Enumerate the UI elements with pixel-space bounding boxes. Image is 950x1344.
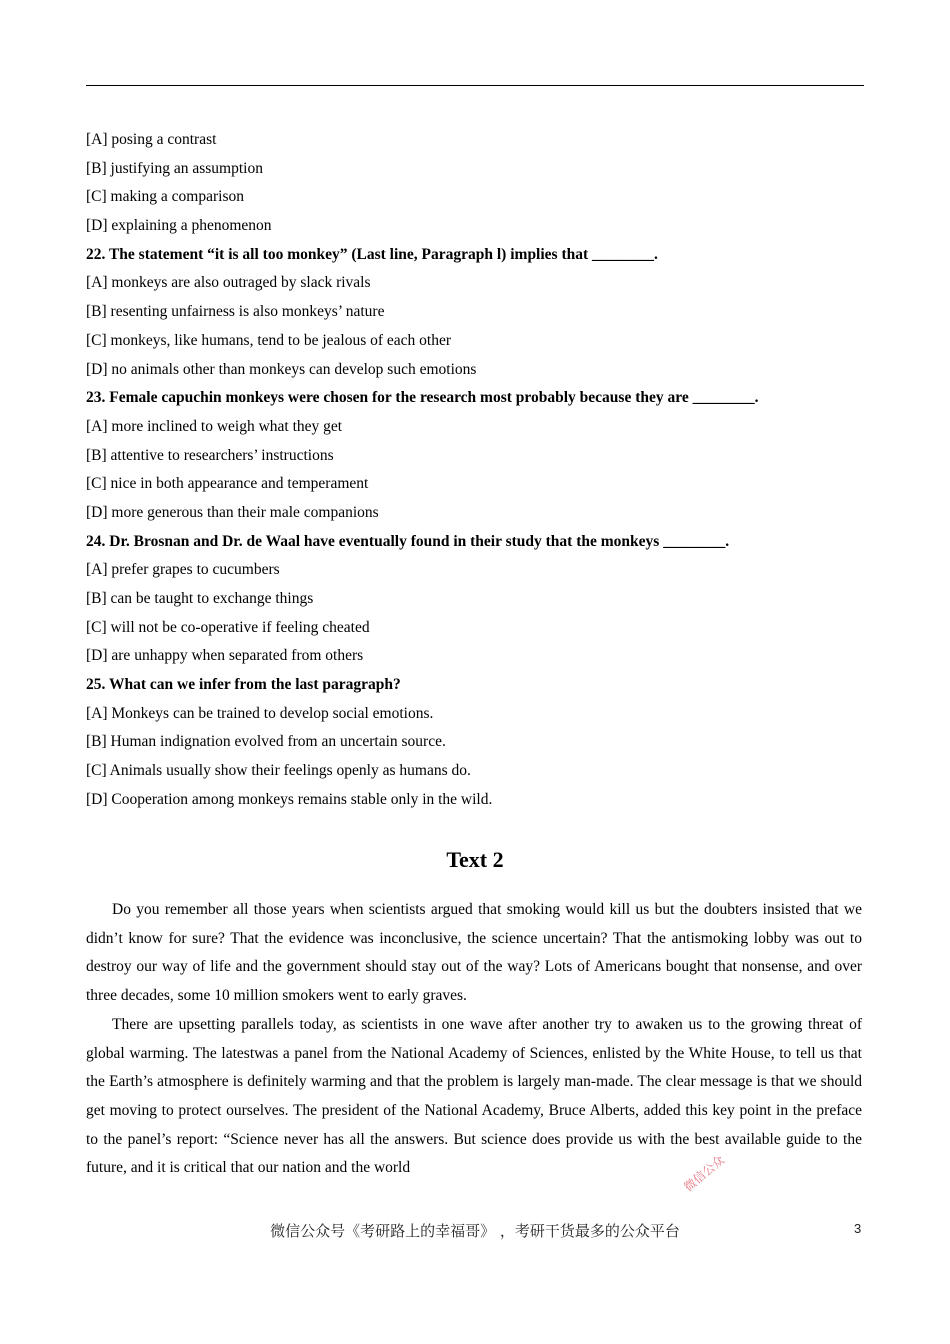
answer-option: [A] Monkeys can be trained to develop social emotions. <box>86 704 434 722</box>
answer-option: [C] nice in both appearance and temperament <box>86 475 369 493</box>
answer-option: [A] monkeys are also outraged by slack rivals <box>86 274 371 292</box>
answer-option: [A] prefer grapes to cucumbers <box>86 561 280 579</box>
answer-option: [B] attentive to researchers’ instructions <box>86 446 334 464</box>
answer-option: [D] are unhappy when separated from others <box>86 647 364 665</box>
answer-option: [D] more generous than their male companions <box>86 503 379 521</box>
answer-option: [C] will not be co-operative if feeling cheated <box>86 618 370 636</box>
question-list <box>86 126 866 815</box>
page-number: 3 <box>854 1221 862 1236</box>
answer-option: [B] Human indignation evolved from an uncertain source. <box>86 733 446 751</box>
question-23: 23. Female capuchin monkeys were chosen for the research most probably because they are ________. <box>86 389 759 407</box>
answer-option: [B] resenting unfairness is also monkeys’ nature <box>86 303 385 321</box>
answer-option: [D] no animals other than monkeys can develop such emotions <box>86 360 477 378</box>
passage-paragraph: There are upsetting parallels today, as scientists in one wave after another try to awaken us to the growing threat of global warming. The latestwas a panel from the National Academy of Sciences, enlisted by the White House, to tell us that the Earth’s atmosphere is definitely warming and that the problem is largely man-made. The clear message is that we should get moving to protect ourselves. The president of the National Academy, Bruce Alberts, added this key point in the preface to the panel’s report: “Science never has all the answers. But science does provide us with the best available guide to the future, and it is critical that our nation and the world <box>86 1015 862 1177</box>
passage-paragraph: Do you remember all those years when scientists argued that smoking would kill us but the doubters insisted that we didn’t know for sure? That the evidence was inconclusive, the science uncertain? That the antismoking lobby was out to destroy our way of life and the government should stay out of the way? Lots of Americans bought that nonsense, and over three decades, some 10 million smokers went to early graves. <box>86 901 862 1005</box>
passage-body <box>86 896 862 1183</box>
answer-option: [C] monkeys, like humans, tend to be jealous of each other <box>86 331 452 349</box>
watermark-stamp: 微信公众 <box>681 1152 728 1195</box>
answer-option: [D] explaining a phenomenon <box>86 217 272 235</box>
answer-option: [B] can be taught to exchange things <box>86 590 314 607</box>
question-22: 22. The statement “it is all too monkey” (Last line, Paragraph l) implies that ________. <box>86 245 658 263</box>
answer-option: [D] Cooperation among monkeys remains stable only in the wild. <box>86 790 493 808</box>
answer-option: [A] more inclined to weigh what they get <box>86 417 343 435</box>
section-heading: Text 2 <box>446 847 504 872</box>
answer-option: [A] posing a contrast <box>86 131 217 148</box>
answer-option: [C] making a comparison <box>86 188 244 206</box>
header-rule <box>86 85 864 86</box>
answer-option: [B] justifying an assumption <box>86 159 263 177</box>
page-footer: 微信公众号《考研路上的幸福哥》 ，考研干货最多的公众平台 <box>270 1222 680 1240</box>
question-25: 25. What can we infer from the last paragraph? <box>86 676 401 694</box>
answer-option: [C] Animals usually show their feelings openly as humans do. <box>86 762 471 780</box>
question-24: 24. Dr. Brosnan and Dr. de Waal have eventually found in their study that the monkeys ________. <box>86 532 730 550</box>
